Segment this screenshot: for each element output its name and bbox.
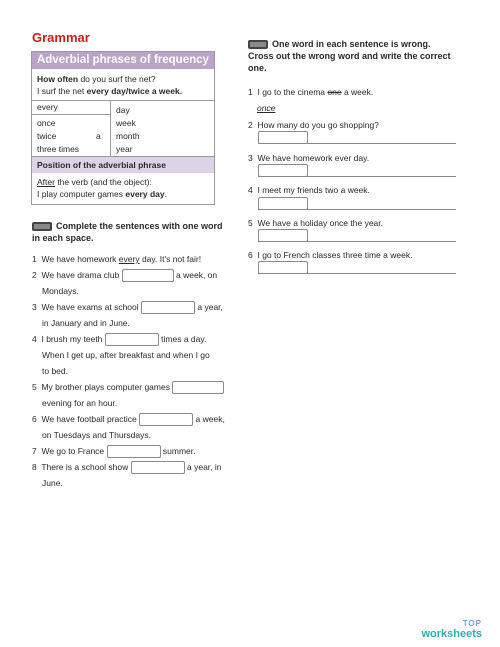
exercise2-item-6: 6 I go to French classes three time a week. (248, 250, 413, 260)
answer-blank[interactable] (105, 333, 159, 346)
exercise2-item-2: 2 How many do you go shopping? (248, 120, 379, 130)
table-cell: a (96, 131, 101, 141)
answer-line[interactable] (258, 241, 456, 242)
table-cell: once (37, 118, 56, 128)
answer-blank[interactable] (139, 413, 193, 426)
answer-line[interactable] (258, 143, 456, 144)
list-item-continued: June. (42, 478, 63, 488)
exercise1-list (32, 251, 247, 491)
exercise2-item-5: 5 We have a holiday once the year. (248, 218, 384, 228)
exercise2-heading: One word in each sentence is wrong. Cross out the wrong word and write the correct one. (248, 39, 451, 73)
list-item: 2 We have drama club a week, on (32, 267, 247, 283)
exercise2-item-4: 4 I meet my friends two a week. (248, 185, 370, 195)
answer-blank[interactable] (122, 269, 174, 282)
answer-line[interactable] (258, 176, 456, 177)
answer-blank[interactable] (131, 461, 185, 474)
list-item-continued: on Tuesdays and Thursdays. (42, 430, 151, 440)
grammar-box-title: Adverbial phrases of frequency (32, 52, 214, 69)
grammar-title: Grammar (32, 30, 90, 45)
list-item: 8 There is a school show a year, in (32, 459, 247, 475)
answer-blank[interactable] (141, 301, 195, 314)
list-item-continued: When I get up, after breakfast and when I go (42, 350, 210, 360)
exercise2-item-1: 1 I go to the cinema one a week. (248, 87, 374, 97)
list-item-continued: evening for an hour. (42, 398, 118, 408)
grammar-question-block (32, 69, 214, 100)
grammar-box (31, 51, 215, 205)
list-item: 6 We have football practice a week, (32, 411, 247, 427)
position-title: Position of the adverbial phrase (32, 157, 214, 173)
table-cell: every (37, 102, 58, 112)
list-item-continued: in January and in June. (42, 318, 130, 328)
exercise2-answer-example: once (257, 103, 276, 113)
list-item: 7 We go to France summer. (32, 443, 247, 459)
exercise-badge-icon (32, 222, 52, 231)
list-item-continued: Mondays. (42, 286, 79, 296)
exercise-badge-icon (248, 40, 268, 49)
answer-blank[interactable] (172, 381, 224, 394)
table-cell: year (116, 144, 133, 154)
table-cell: three times (37, 144, 80, 154)
table-cell: month (116, 131, 140, 141)
frequency-table (32, 101, 214, 156)
position-rule: After the verb (and the object): I play computer games every day. (37, 177, 167, 199)
list-item: 3 We have exams at school a year, (32, 299, 247, 315)
exercise1-heading: Complete the sentences with one word in each space. (32, 221, 223, 243)
list-item: 1 We have homework every day. It's not fair! (32, 254, 202, 264)
table-cell: week (116, 118, 136, 128)
list-item-continued: to bed. (42, 366, 68, 376)
table-cell: day (116, 105, 130, 115)
answer-blank[interactable] (107, 445, 161, 458)
answer-line[interactable] (258, 209, 456, 210)
grammar-answer: I surf the net every day/twice a week. (37, 86, 183, 96)
topworksheets-logo (421, 619, 482, 639)
list-item: 4 I brush my teeth times a day. (32, 331, 247, 347)
table-cell: twice (37, 131, 57, 141)
grammar-question: How often do you surf the net? (37, 74, 156, 84)
answer-line[interactable] (258, 273, 456, 274)
logo-top-text: TOP (462, 619, 482, 628)
exercise2-item-3: 3 We have homework ever day. (248, 153, 370, 163)
list-item: 5 My brother plays computer games (32, 379, 247, 395)
logo-worksheets-text: worksheets (421, 628, 482, 640)
